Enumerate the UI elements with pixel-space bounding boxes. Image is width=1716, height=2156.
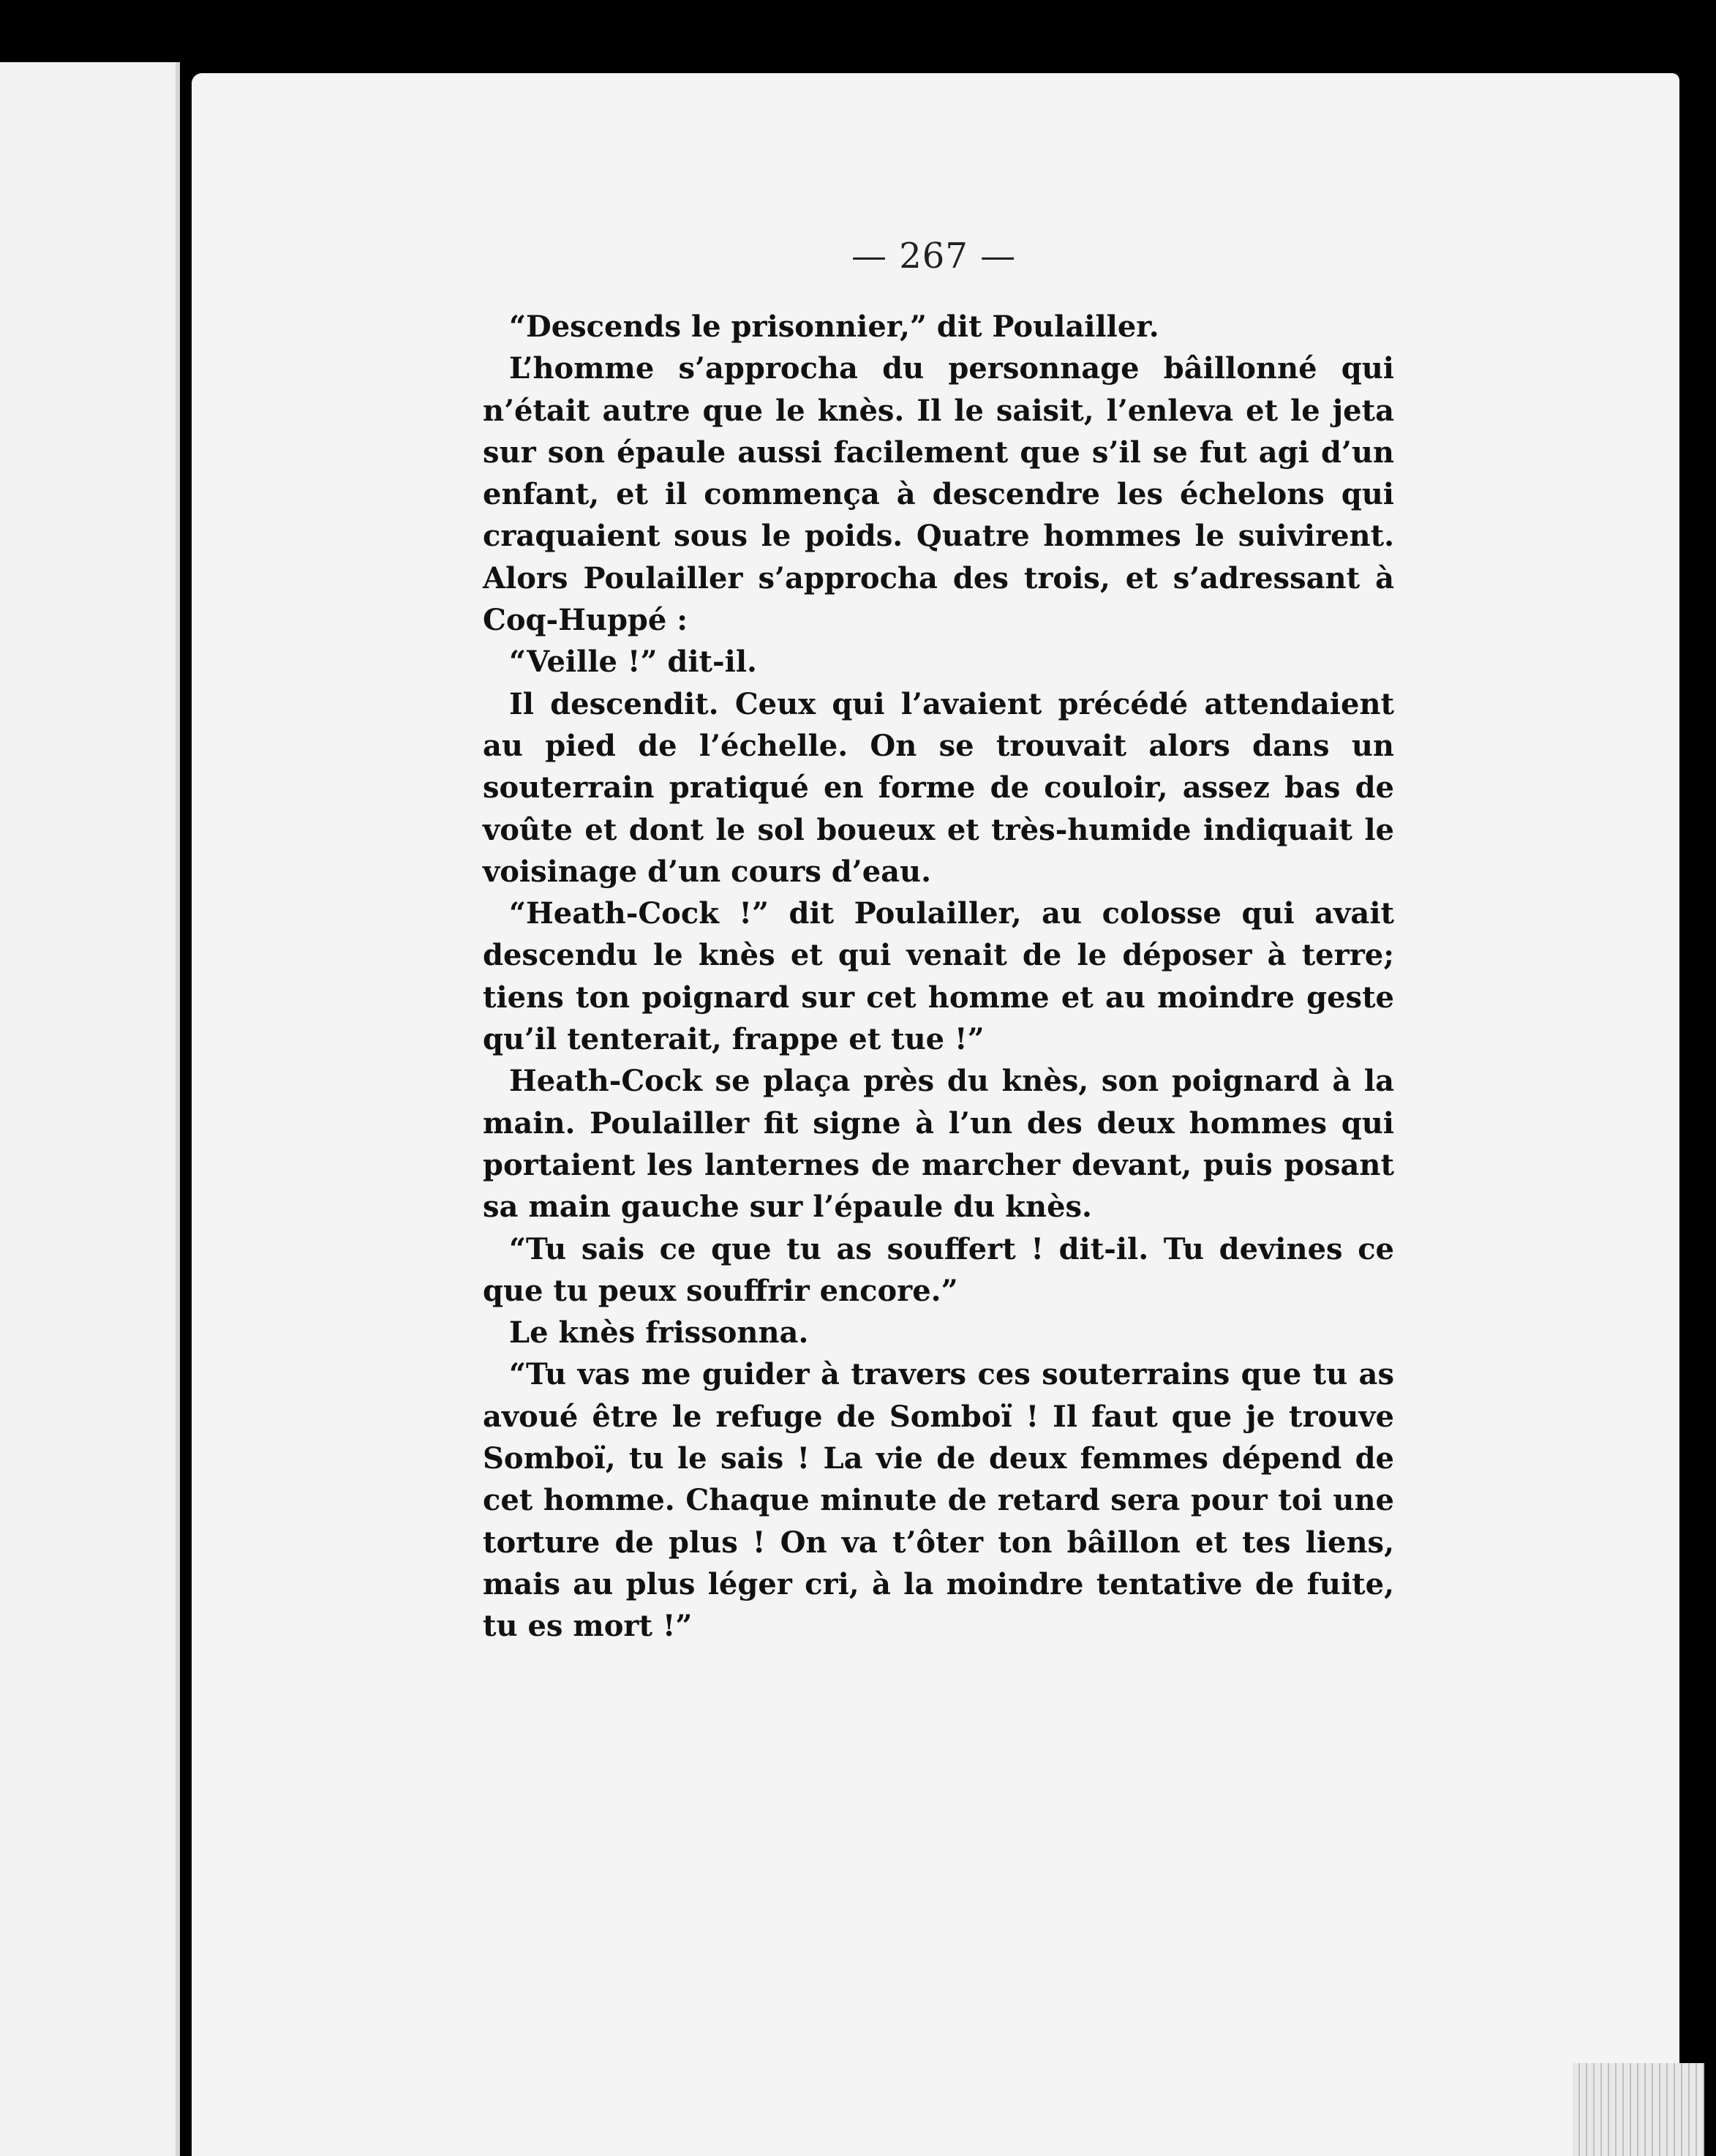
paragraph: “Tu vas me guider à travers ces souterrains que tu as avoué être le refuge de Somboï ! Il faut que je trouve Somboï, tu le sais ! La vie de deux femmes dépend de cet homme. Chaque minute de retard sera pour toi une torture de plus ! On va t’ôter ton bâillon et tes liens, mais au plus léger cri, à la moindre tentative de fuite, tu es mort !” <box>483 1357 1394 1644</box>
paragraph: “Veille !” dit-il. <box>509 645 757 680</box>
paragraph: “Tu sais ce que tu as souffert ! dit-il. Tu devines ce que tu peux souffrir encore.” <box>483 1231 1394 1308</box>
paragraph: “Heath-Cock !” dit Poulailler, au colosse qui avait descendu le knès et qui venait de le déposer à terre; tiens ton poignard sur cet homme et au moindre geste qu’il tenterait, frappe et tue !” <box>483 896 1394 1057</box>
body-text <box>483 306 1394 1648</box>
paragraph: Il descendit. Ceux qui l’avaient précédé attendaient au pied de l’échelle. On se trouvait alors dans un souterrain pratiqué en forme de couloir, assez bas de voûte et dont le sol boueux et très-humide indiquait le voisinage d’un cours d’eau. <box>483 686 1394 889</box>
paragraph: “Descends le prisonnier,” dit Poulailler. <box>509 309 1159 344</box>
paragraph: L’homme s’approcha du personnage bâillonné qui n’était autre que le knès. Il le saisit, l’enleva et le jeta sur son épaule aussi facilement que s’il se fut agi d’un enfant, et il commença à descendre les échelons qui craquaient sous le poids. Quatre hommes le suivirent. Alors Poulailler s’approcha des trois, et s’adressant à Coq-Huppé : <box>483 351 1394 638</box>
paragraph: Le knès frissonna. <box>509 1315 809 1351</box>
paragraph: Heath-Cock se plaça près du knès, son poignard à la main. Poulailler fit signe à l’un des deux hommes qui portaient les lanternes de marcher devant, puis posant sa main gauche sur l’épaule du knès. <box>483 1064 1394 1225</box>
page-stack-edge <box>1573 2063 1704 2156</box>
page-number: — 267 — <box>851 236 1017 277</box>
left-page-edge <box>0 62 180 2156</box>
